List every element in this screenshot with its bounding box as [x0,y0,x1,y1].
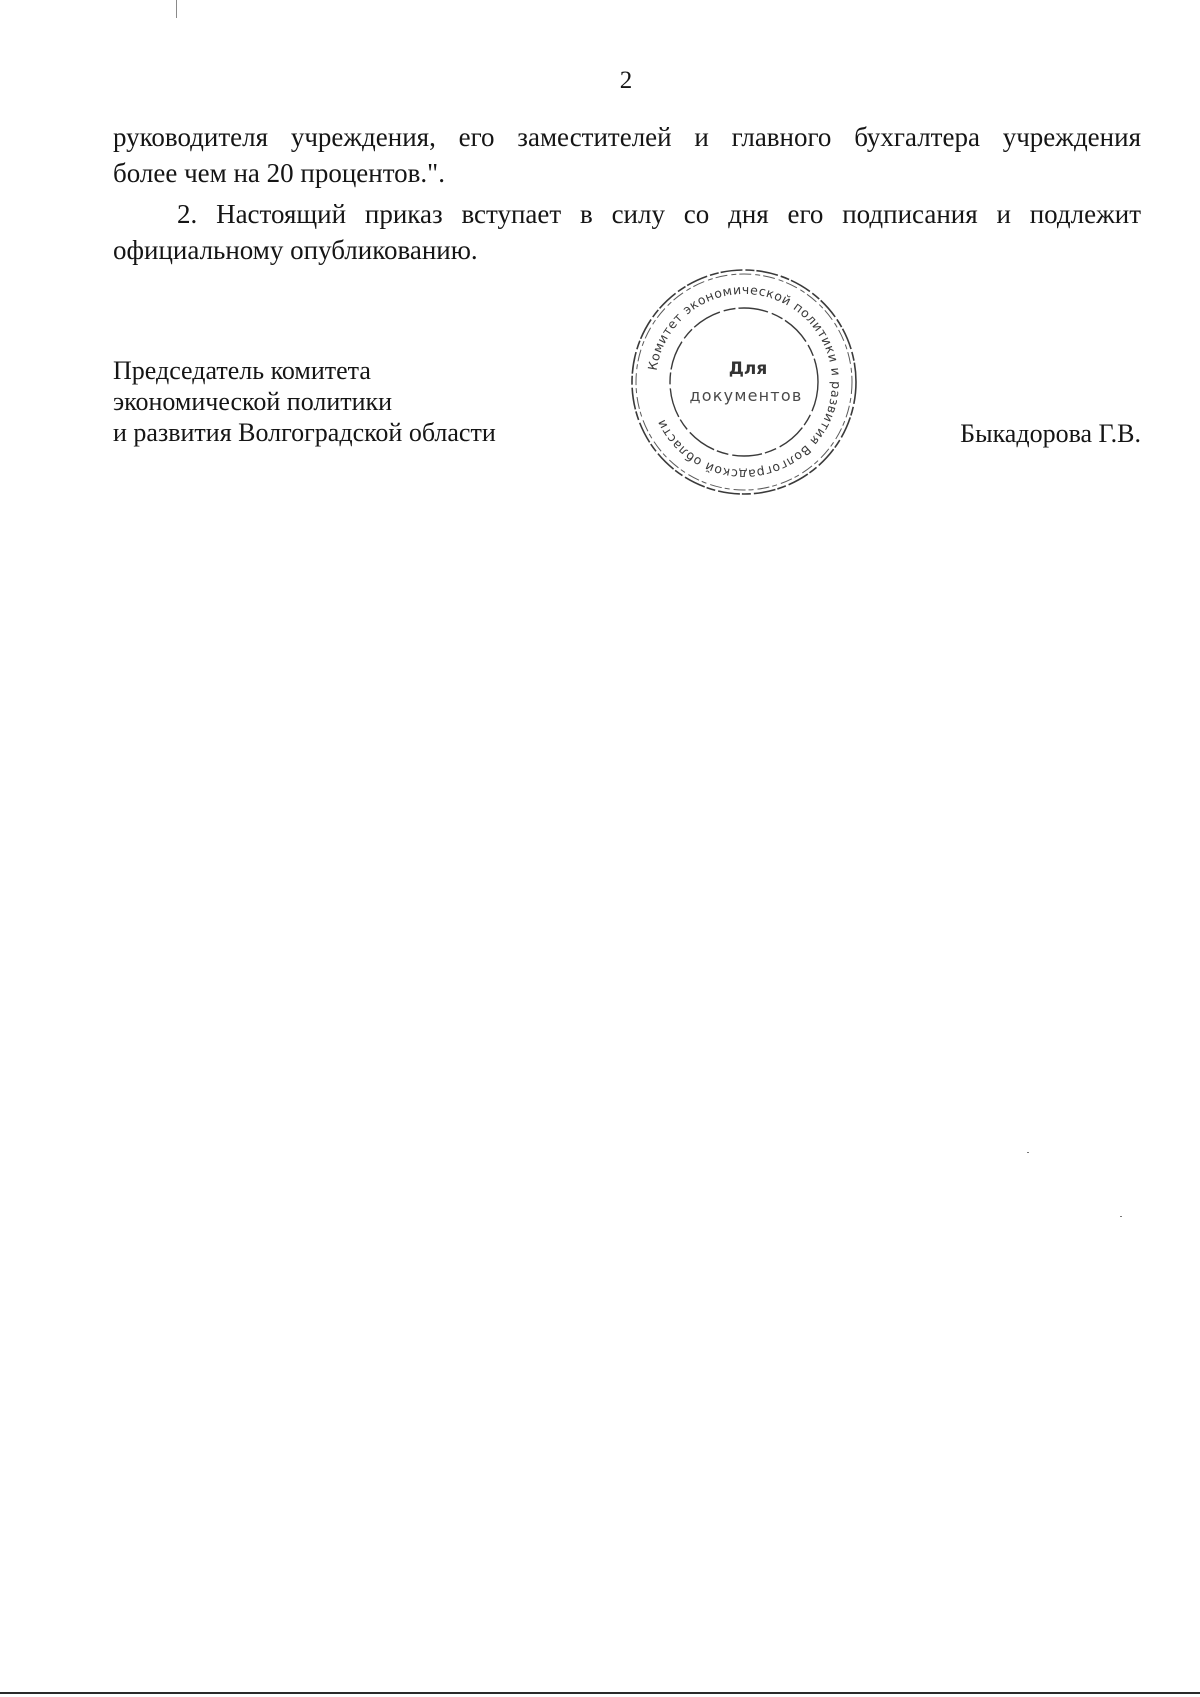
seal-outer-text: Комитет экономической политики и развития Волгоградской области [644,281,845,483]
seal-center-line-1: Для [728,359,768,379]
paragraph-2-line-1 [113,196,1141,232]
seal-inner-ring [670,308,818,456]
scan-speck [1120,1216,1122,1217]
position-line-3: и развития Волгоградской области [113,418,496,447]
seal-outer-ring-inner [636,274,852,490]
official-seal-stamp [628,266,860,498]
paragraph-1-line-1: руководителя учреждения, его заместителей и главного бухгалтера учреждения [113,122,1141,152]
seal-outer-ring [632,270,856,494]
paragraph-2-line-1-text: 2. Настоящий приказ вступает в силу со дня его подписания и подлежит [177,199,1141,229]
signatory-position [113,355,496,448]
paragraph-2-line-2: официальному опубликованию. [113,235,478,265]
seal-center-line-2: документов [689,386,803,405]
signer-name: Быкадорова Г.В. [960,419,1141,448]
scan-edge-mark [176,0,177,18]
position-line-1: Председатель комитета [113,356,371,385]
position-line-2: экономической политики [113,387,393,416]
page-number: 2 [619,67,633,94]
bottom-scan-line [0,1692,1200,1694]
paragraph-1-line-2: более чем на 20 процентов.". [113,158,445,188]
scan-speck [1027,1152,1029,1153]
